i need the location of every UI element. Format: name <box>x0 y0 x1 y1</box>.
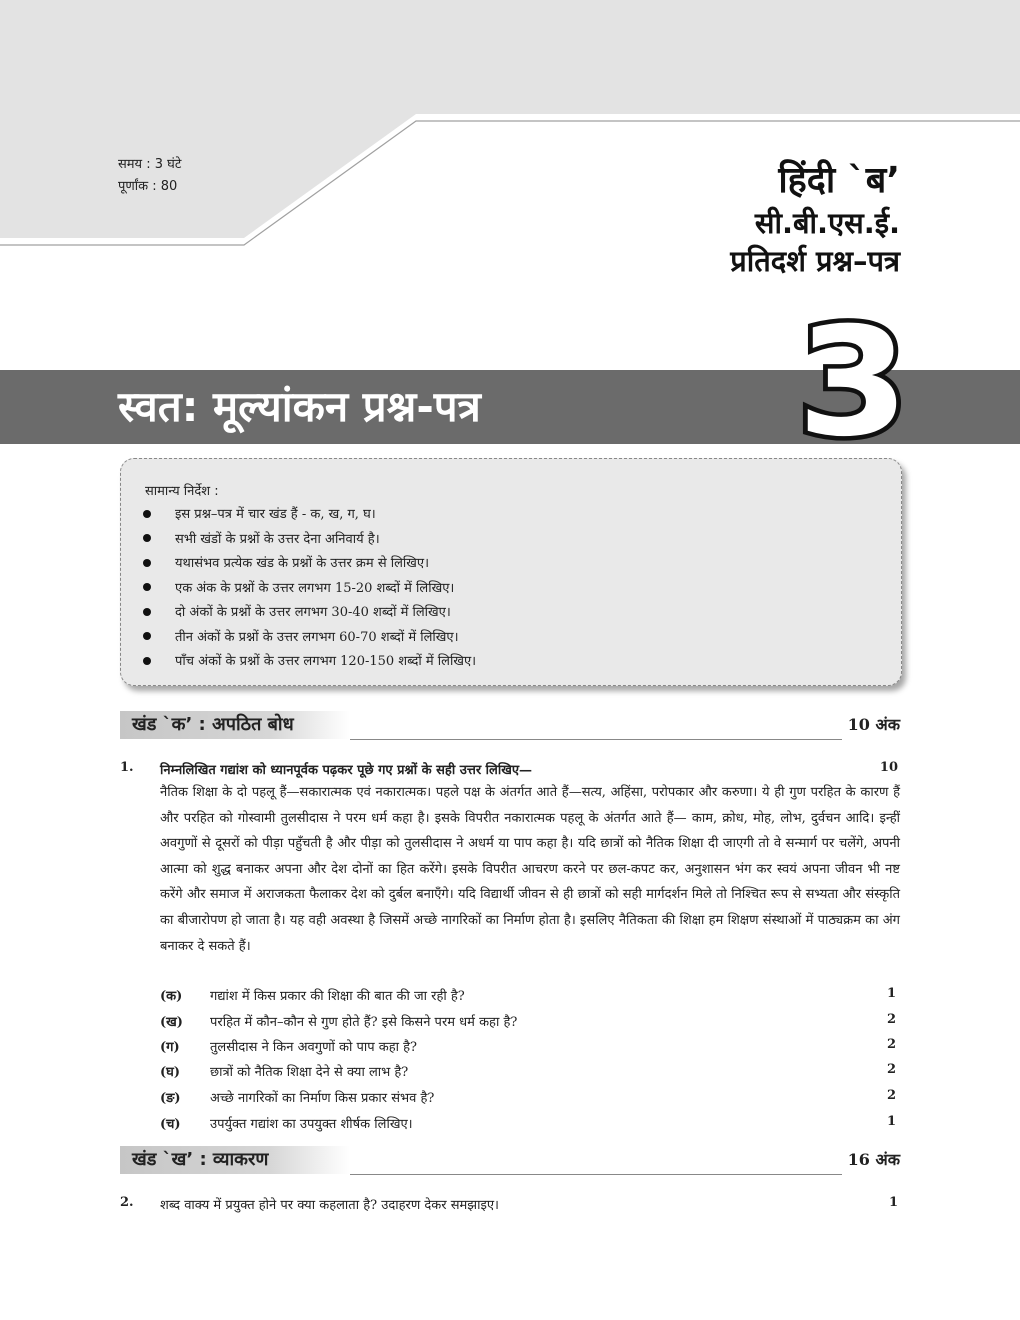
section-a-label: खंड `क’ : अपठित बोध <box>132 714 294 735</box>
bullet-icon <box>143 510 151 518</box>
section-b-label: खंड `ख’ : व्याकरण <box>132 1149 269 1170</box>
subquestion-text: छात्रों को नैतिक शिक्षा देने से क्या लाभ है? <box>210 1065 409 1080</box>
bullet-icon <box>143 583 151 591</box>
paper-number <box>790 318 916 442</box>
subquestion-text: उपर्युक्त गद्यांश का उपयुक्त शीर्षक लिखिए। <box>210 1117 413 1132</box>
subquestion-marks: 1 <box>886 1114 896 1129</box>
section-a-marks: 10 अंक <box>847 715 900 734</box>
subquestion-text: तुलसीदास ने किन अवगुणों को पाप कहा है? <box>210 1040 418 1055</box>
subquestion <box>160 1037 900 1062</box>
subquestion-label: (ग) <box>160 1040 180 1055</box>
instructions-list <box>143 503 476 675</box>
subquestion <box>160 1062 900 1087</box>
subquestion <box>160 1114 900 1139</box>
list-item: इस प्रश्न–पत्र में चार खंड हैं - क, ख, ग, घ। <box>143 503 476 528</box>
subquestion-marks: 1 <box>886 986 896 1001</box>
subquestion-label: (घ) <box>160 1065 180 1080</box>
bullet-icon <box>143 657 151 665</box>
bullet-icon <box>143 608 151 616</box>
subquestion-label: (ङ) <box>160 1091 181 1106</box>
question-2-text: शब्द वाक्य में प्रयुक्त होने पर क्या कहलाता है? उदाहरण देकर समझाइए। <box>160 1198 499 1213</box>
paper-number-text: 3 <box>797 318 909 442</box>
question-2-number: 2. <box>120 1195 134 1210</box>
time-label: समय : 3 घंटे <box>118 157 182 172</box>
list-item: तीन अंकों के प्रश्नों के उत्तर लगभग 60-70 शब्दों में लिखिए। <box>143 626 476 651</box>
question-1-passage: नैतिक शिक्षा के दो पहलू हैं—सकारात्मक एवं नकारात्मक। पहले पक्ष के अंतर्गत आते हैं—सत्य, अहिंसा, परोपकार और करुणा। ये ही गुण परहित के कारण हैं और परहित को गोस्वामी तुलसीदास ने परम धर्म कहा है। इसके विपरीत नकारात्मक पहलू के अंतर्गत आते हैं— काम, क्रोध, मोह, लोभ, दुर्वचन आदि। इन्हीं अवगुणों से दूसरों को पीड़ा पहुँचती है और पीड़ा को तुलसीदास ने अधर्म या पाप कहा है। यदि छात्रों को नैतिक शिक्षा दी जाएगी तो वे सन्मार्ग पर चलेंगे, अपनी आत्मा को शुद्ध बनाकर अपना और देश दोनों का हित करेंगे। इसके विपरीत आचरण करने पर छल-कपट कर, अनुशासन भंग कर स्वयं अपना जीवन भी नष्ट करेंगे और समाज में अराजकता फैलाकर देश को दुर्बल बनाएँगे। यदि विद्यार्थी जीवन से ही छात्रों को सही मार्गदर्शन मिले तो निश्चित रूप से सभ्यता और संस्कृति का बीजारोपण हो जाता है। यह वही अवस्था है जिसमें अच्छे नागरिकों का निर्माण होता है। इसलिए नैतिकता की शिक्षा हम शिक्षण संस्थाओं में पाठ्यक्रम का अंग बनाकर दे सकते हैं। <box>160 785 900 954</box>
list-item: एक अंक के प्रश्नों के उत्तर लगभग 15-20 शब्दों में लिखिए। <box>143 577 476 602</box>
list-item: पाँच अंकों के प्रश्नों के उत्तर लगभग 120-150 शब्दों में लिखिए। <box>143 650 476 675</box>
subquestion-label: (च) <box>160 1117 181 1132</box>
question-2-marks: 1 <box>888 1195 898 1210</box>
bullet-icon <box>143 632 151 640</box>
subquestion-marks: 2 <box>886 1088 896 1103</box>
paper-type-title: प्रतिदर्श प्रश्न–पत्र <box>730 244 900 278</box>
question-1-prompt: निम्नलिखित गद्यांश को ध्यानपूर्वक पढ़कर पूछे गए प्रश्नों के सही उत्तर लिखिए— <box>160 763 533 778</box>
list-item: सभी खंडों के प्रश्नों के उत्तर देना अनिवार्य है। <box>143 528 476 553</box>
exam-meta <box>118 154 181 198</box>
subquestion <box>160 1088 900 1113</box>
instructions-box <box>120 458 902 686</box>
section-b-marks: 16 अंक <box>847 1150 900 1169</box>
bullet-icon <box>143 559 151 567</box>
section-b-rule <box>350 1174 842 1175</box>
list-item: यथासंभव प्रत्येक खंड के प्रश्नों के उत्तर क्रम से लिखिए। <box>143 552 476 577</box>
list-item: दो अंकों के प्रश्नों के उत्तर लगभग 30-40 शब्दों में लिखिए। <box>143 601 476 626</box>
subject-title: हिंदी `ब’ <box>778 160 900 201</box>
subquestion-text: परहित में कौन–कौन से गुण होते हैं? इसे किसने परम धर्म कहा है? <box>210 1015 518 1030</box>
section-a-header <box>120 711 900 741</box>
board-title: सी.बी.एस.ई. <box>754 206 900 240</box>
paper-title-block <box>730 158 900 280</box>
question-1-number: 1. <box>120 760 134 775</box>
subquestion-text: अच्छे नागरिकों का निर्माण किस प्रकार संभव है? <box>210 1091 435 1106</box>
section-a-rule <box>350 739 842 740</box>
subquestion-text: गद्यांश में किस प्रकार की शिक्षा की बात की जा रही है? <box>210 989 465 1004</box>
marks-label: पूर्णांक : 80 <box>118 179 178 194</box>
subquestion-marks: 2 <box>886 1037 896 1052</box>
subquestion-label: (ख) <box>160 1015 183 1030</box>
subquestion <box>160 1012 900 1037</box>
banner-title: स्वत: मूल्यांकन प्रश्न-पत्र <box>118 382 481 431</box>
instructions-title: सामान्य निर्देश : <box>145 484 219 499</box>
subquestion-label: (क) <box>160 989 183 1004</box>
subquestion-marks: 2 <box>886 1012 896 1027</box>
subquestion-marks: 2 <box>886 1062 896 1077</box>
subquestion <box>160 986 900 1011</box>
bullet-icon <box>143 534 151 542</box>
question-1-marks: 10 <box>879 760 898 775</box>
section-b-header <box>120 1146 900 1176</box>
